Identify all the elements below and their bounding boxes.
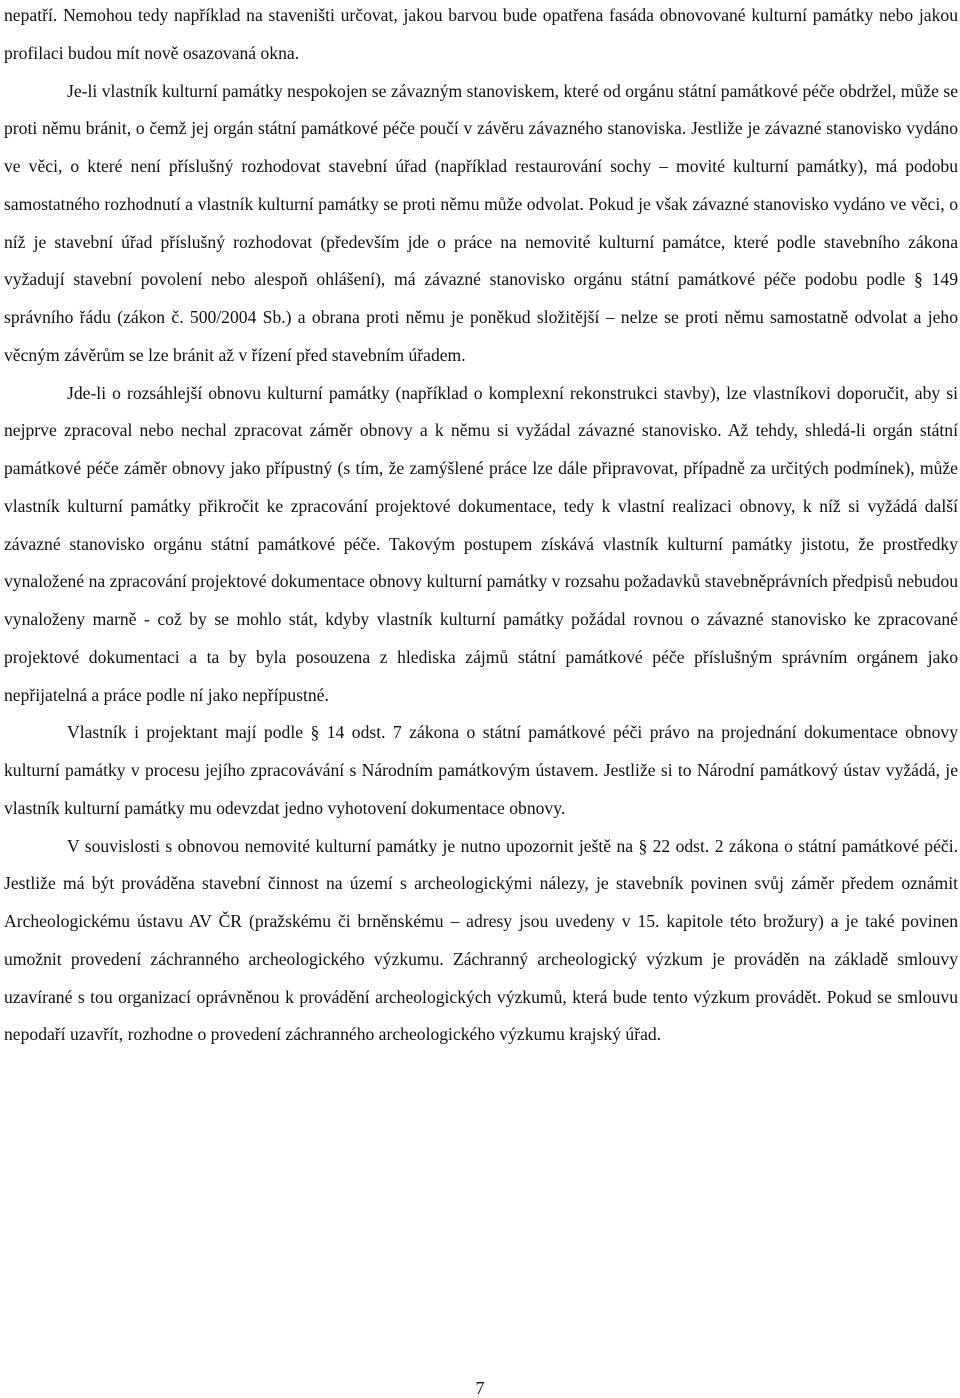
paragraph-continued: nepatří. Nemohou tedy například na staveništi určovat, jakou barvou bude opatřena fasáda obnovované kulturní památky nebo jakou profilaci budou mít nově osazovaná okna.: [4, 5, 958, 63]
paragraph-archaeology: V souvislosti s obnovou nemovité kulturní památky je nutno upozornit ještě na § 22 odst. 2 zákona o státní památkové péči. Jestliže má být prováděna stavební činnost na území s archeologickými nálezy, je stavebník povinen svůj záměr předem oznámit Archeologickému ústavu AV ČR (pražskému či brněnskému – adresy jsou uvedeny v 15. kapitole této brožury) a je také povinen umožnit provedení záchranného archeologického výzkumu. Záchranný archeologický výzkum je prováděn na základě smlouvy uzavírané s tou organizací oprávněnou k provádění archeologických výzkumů, která bude tento výzkum provádět. Pokud se smlouvu nepodaří uzavřít, rozhodne o provedení záchranného archeologického výzkumu krajský úřad.: [4, 835, 958, 1045]
page-number: 7: [475, 1378, 485, 1398]
paragraph-documentation: Vlastník i projektant mají podle § 14 odst. 7 zákona o státní památkové péči právo na projednání dokumentace obnovy kulturní památky v procesu jejího zpracovávání s Národním památkovým ústavem. Jestliže si to Národní památkový ústav vyžádá, je vlastník kulturní památky mu odevzdat jedno vyhotovení dokumentace obnovy.: [4, 722, 958, 818]
body-text: [4, 0, 958, 1054]
paragraph-objection: Je-li vlastník kulturní památky nespokojen se závazným stanoviskem, které od orgánu státní památkové péče obdržel, může se proti němu bránit, o čemž jej orgán státní památkové péče poučí v závěru závazného stanoviska. Jestliže je závazné stanovisko vydáno ve věci, o které není příslušný rozhodovat stavební úřad (například restaurování sochy – movité kulturní památky), má podobu samostatného rozhodnutí a vlastník kulturní památky se proti němu může odvolat. Pokud je však závazné stanovisko vydáno ve věci, o níž je stavební úřad příslušný rozhodovat (především jde o práce na nemovité kulturní památce, které podle stavebního zákona vyžadují stavební povolení nebo alespoň ohlášení), má závazné stanovisko orgánu státní památkové péče podobu podle § 149 správního řádu (zákon č. 500/2004 Sb.) a obrana proti němu je poněkud složitější – nelze se proti němu samostatně odvolat a jeho věcným závěrům se lze bránit až v řízení před stavebním úřadem.: [4, 80, 958, 365]
paragraph-renovation-plan: Jde-li o rozsáhlejší obnovu kulturní památky (například o komplexní rekonstrukci stavby), lze vlastníkovi doporučit, aby si nejprve zpracoval nebo nechal zpracovat záměr obnovy a k němu si vyžádal závazné stanovisko. Až tehdy, shledá-li orgán státní památkové péče záměr obnovy jako přípustný (s tím, že zamýšlené práce lze dále připravovat, případně za určitých podmínek), může vlastník kulturní památky přikročit ke zpracování projektové dokumentace, tedy k vlastní realizaci obnovy, k níž si vyžádá další závazné stanovisko orgánu státní památkové péče. Takovým postupem získává vlastník kulturní památky jistotu, že prostředky vynaložené na zpracování projektové dokumentace obnovy kulturní památky v rozsahu požadavků stavebněprávních předpisů nebudou vynaloženy marně - což by se mohlo stát, kdyby vlastník kulturní památky požádal rovnou o závazné stanovisko ke zpracované projektové dokumentaci a ta by byla posouzena z hlediska zájmů státní památkové péče příslušným správním orgánem jako nepřijatelná a práce podle ní jako nepřípustné.: [4, 382, 958, 705]
